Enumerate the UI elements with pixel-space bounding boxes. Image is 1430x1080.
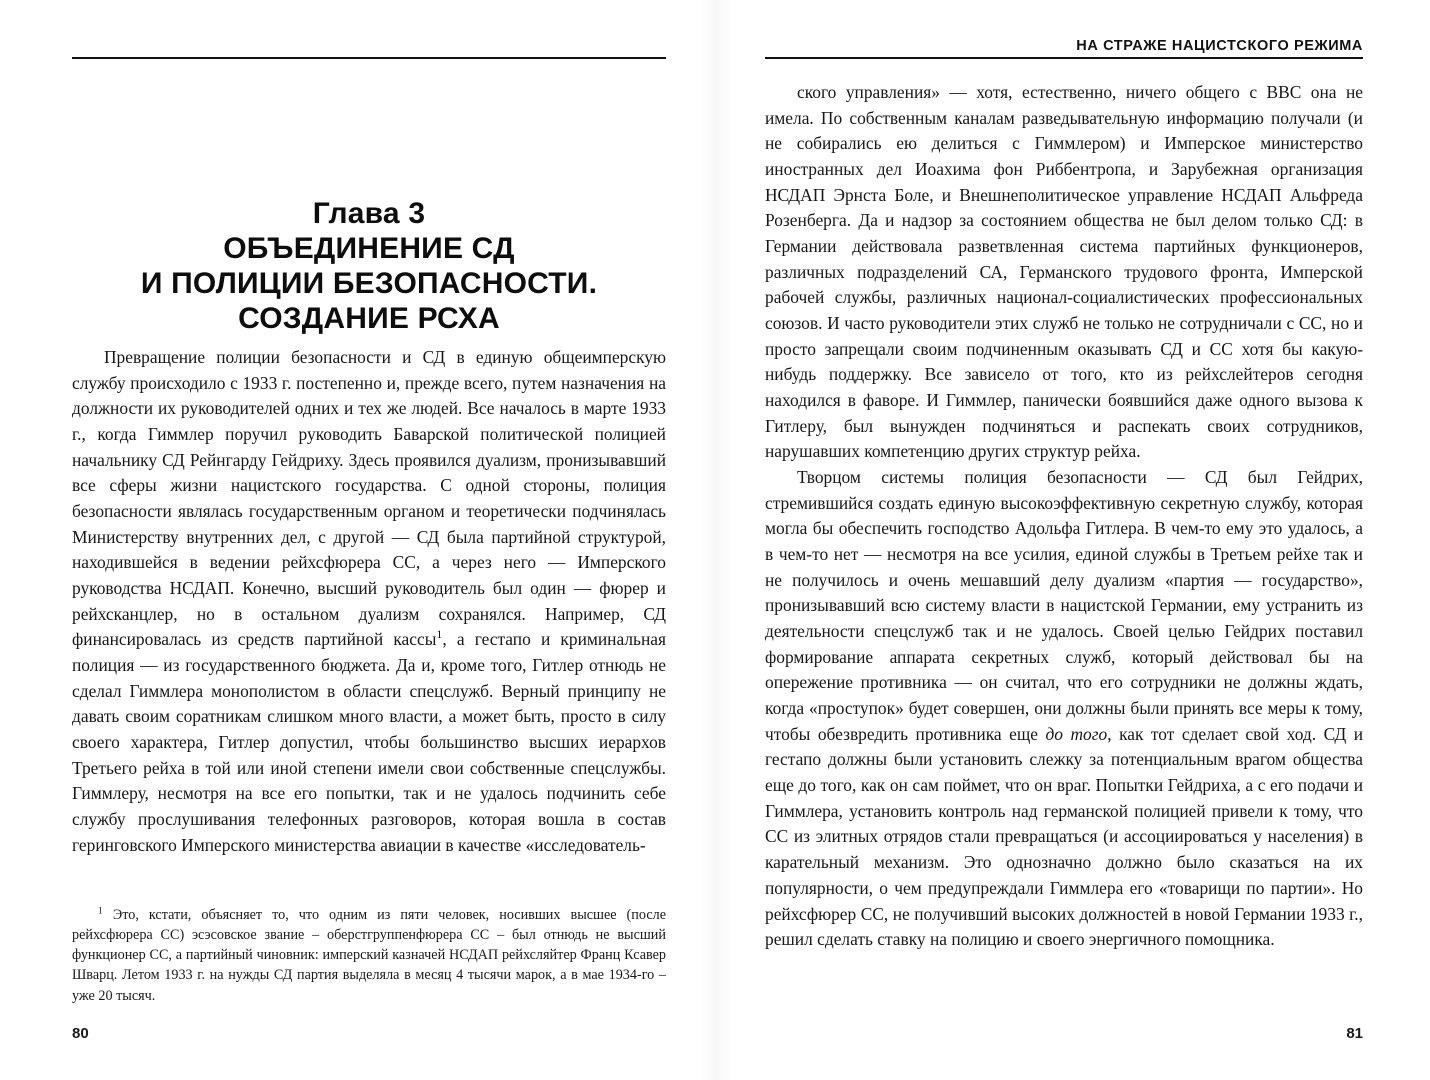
chapter-title-line-3: И ПОЛИЦИИ БЕЗОПАСНОСТИ.: [140, 267, 598, 301]
chapter-title-line-4: СОЗДАНИЕ РСХА: [238, 302, 500, 336]
running-head: НА СТРАЖЕ НАЦИСТСКОГО РЕЖИМА: [1076, 38, 1363, 54]
page-number-left: 80: [72, 1025, 89, 1042]
right-page-body: [765, 80, 1363, 953]
page-number-right: 81: [1346, 1025, 1363, 1042]
right-page: [715, 0, 1430, 1080]
body-paragraph: Творцом системы полиция безопасности — СД был Гейдрих, стремившийся создать единую высокоэффективную секретную службу, которая могла бы обеспечить господство Адольфа Гитлера. В чем-то ему это удалось, а в чем-то нет — несмотря на все усилия, единой службы в Третьем рейхе так и не получилось и очень мешавший делу дуализм «партия — государство», пронизывавший всю систему власти в нацистской Германии, ему устранить из деятельности спецслужб так и не удалось. Своей целью Гейдрих поставил формирование аппарата секретных служб, который действовал бы на опережение противника — он считал, что его сотрудники не должны ждать, когда «проступок» будет совершен, они должны были принять все меры к тому, чтобы обезвредить противника еще до того, как тот сделает свой ход. СД и гестапо должны были установить слежку за потенциальным врагом общества еще до того, как он сам поймет, что он враг. Попытки Гейдриха, а с его подачи и Гиммлера, установить контроль над германской полицией привели к тому, что СС из элитных отрядов стали превращаться (и ассоциироваться у населения) в карательный механизм. Это однозначно должно было сказаться на их популярности, о чем предупреждали Гиммлера его «товарищи по партии». Но рейхсфюрер СС, не получивший высоких должностей в новой Германии 1933 г., решил сделать ставку на полицию и своего энергичного помощника.: [765, 467, 1363, 950]
chapter-title-line-1: Глава 3: [312, 197, 426, 230]
left-page-top-rule: [72, 57, 666, 59]
footnote-block: [72, 905, 666, 1006]
chapter-title-line-2: ОБЪЕДИНЕНИЕ СД: [223, 232, 515, 266]
body-paragraph: ского управления» — хотя, естественно, ничего общего с ВВС она не имела. По собственным каналам разведывательную информацию получали (и не собирались ею делиться с Гиммлером) и Имперское министерство иностранных дел Иоахима фон Риббентропа, и Зарубежная организация НСДАП Эрнста Боле, и Внешнеполитическое управление НСДАП Альфреда Розенберга. Да и надзор за состоянием общества не был делом только СД: в Германии действовала разветвленная система партийных функционеров, различных подразделений СА, Германского трудового фронта, Имперской рабочей службы, различных национал-социалистических профессиональных союзов. И часто руководители этих служб не только не сотрудничали с СС, но и просто запрещали своим подчиненным оказывать СД и СС хотя бы какую-нибудь поддержку. Все зависело от того, кто из рейхслейтеров сегодня находился в фаворе. И Гиммлер, панически боявшийся даже одного вызова к Гитлеру, был вынужден подчиняться и распекать своих сотрудников, нарушавших компетенцию других структур рейха.: [765, 82, 1363, 462]
footnote-text: $^1$ Это, кстати, объясняет то, что одним из пяти человек, носивших высшее (после рейхсфюрера СС) эсэсовское звание – оберстгруппенфюрера СС – был отнюдь не высший функционер СС, а партийный чиновник: имперский казначей НСДАП рейхсляйтер Франц Ксавер Шварц. Летом 1933 г. на нужды СД партия выделяла в месяц 4 тысячи марок, а в мае 1934-го – уже 20 тысяч.: [72, 905, 666, 1004]
body-paragraph: Превращение полиции безопасности и СД в единую общеимперскую службу происходило с 1933 г. постепенно и, прежде всего, путем назначения на должности их руководителей одних и тех же людей. Все началось в марте 1933 г., когда Гиммлер поручил руководить Баварской политической полицией начальнику СД Рейнгарду Гейдриху. Здесь проявился дуализм, пронизывавший все сферы жизни нацистского государства. С одной стороны, полиция безопасности являлась государственным органом и теоретически подчинялась Министерству внутренних дел, с другой — СД была партийной структурой, находившейся в ведении рейхсфюрера СС, а через него — Имперского руководства НСДАП. Конечно, высший руководитель был один — фюрер и рейхсканцлер, но в остальном дуализм сохранялся. Например, СД финансировалась из средств партийной кассы$^1$, а гестапо и криминальная полиция — из государственного бюджета. Да и, кроме того, Гитлер отнюдь не сделал Гиммлера монополистом в области спецслужб. Верный принципу не давать своим соратникам слишком много власти, а может быть, просто в силу своего характера, Гитлер допустил, чтобы большинство высших иерархов Третьего рейха в той или иной степени имели свои собственные спецслужбы. Гиммлеру, несмотря на все его попытки, так и не удалось подчинить себе службу прослушивания телефонных разговоров, которая вошла в состав геринговского Имперского министерства авиации в качестве «исследователь-: [72, 347, 666, 855]
left-page-body: [72, 345, 666, 858]
right-page-top-rule: [765, 57, 1363, 59]
chapter-title: [72, 196, 666, 336]
